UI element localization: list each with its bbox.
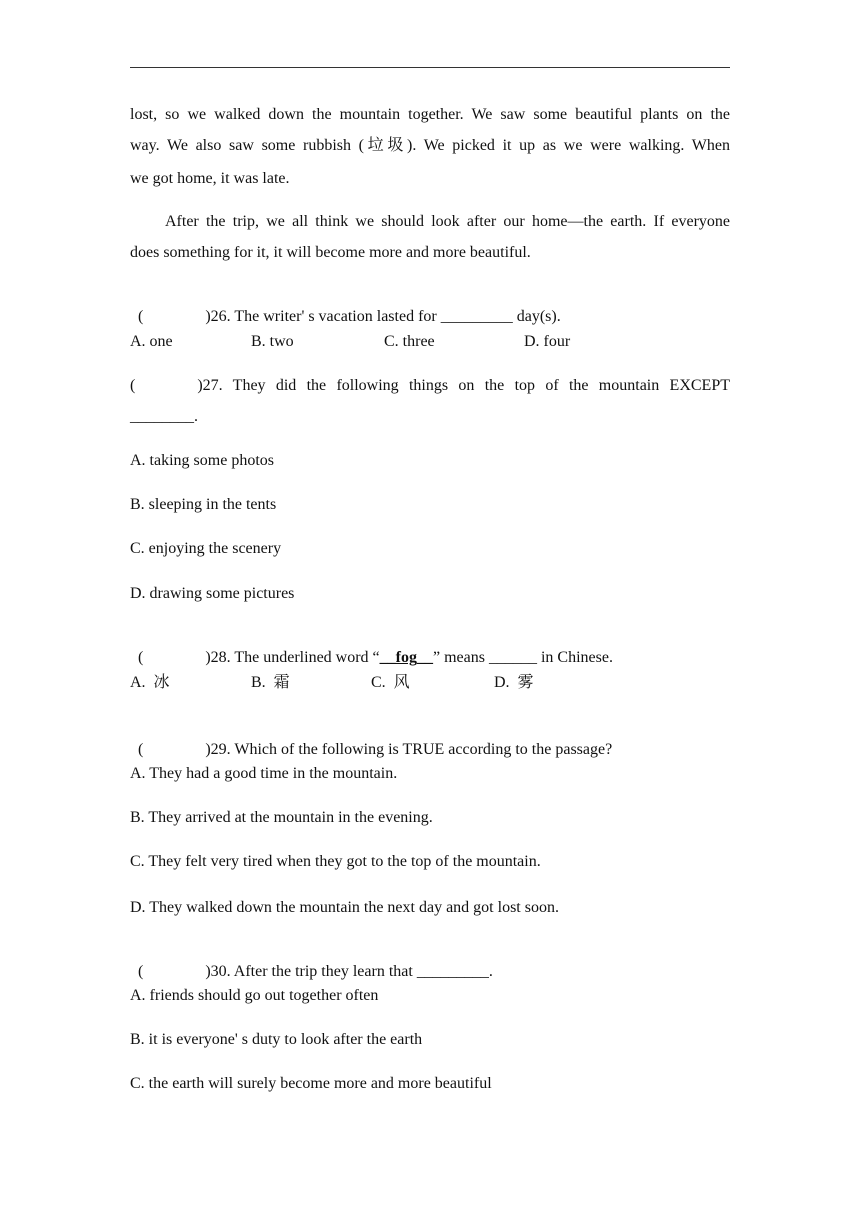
option-a: A. taking some photos — [130, 452, 274, 469]
passage-line: lost, so we walked down the mountain together. We saw some beautiful plants on the — [130, 106, 730, 123]
question-29 — [130, 720, 612, 760]
passage-line: way. We also saw some rubbish (垃圾). We picked it up as we were walking. When — [130, 137, 730, 154]
passage-line: After the trip, we all think we should look after our home—the earth. If everyone — [165, 213, 730, 230]
question-stem: )29. Which of the following is TRUE according to the passage? — [205, 741, 613, 758]
option-a: A. one — [130, 333, 173, 350]
option-c: C. three — [384, 333, 435, 350]
answer-paren: ( — [138, 308, 144, 325]
option-d: D. 雾 — [494, 674, 534, 691]
option-c: C. 风 — [371, 674, 410, 691]
option-c: C. the earth will surely become more and more beautiful — [130, 1075, 492, 1092]
question-27 — [130, 376, 730, 396]
option-a: A. 冰 — [130, 674, 170, 691]
option-a: A. They had a good time in the mountain. — [130, 765, 398, 782]
option-b: B. it is everyone' s duty to look after the earth — [130, 1031, 423, 1048]
question-stem-cont: ________. — [130, 408, 198, 425]
option-c: C. They felt very tired when they got to the top of the mountain. — [130, 853, 541, 870]
option-b: B. They arrived at the mountain in the evening. — [130, 809, 433, 826]
option-b: B. 霜 — [251, 674, 290, 691]
passage-line: we got home, it was late. — [130, 170, 290, 187]
passage-line: does something for it, it will become more and more beautiful. — [130, 244, 531, 261]
question-stem: )27. They did the following things on the top of the mountain EXCEPT — [197, 377, 730, 394]
option-a: A. friends should go out together often — [130, 987, 379, 1004]
option-b: B. two — [251, 333, 294, 350]
answer-paren: ( — [130, 377, 136, 394]
question-stem: )28. The underlined word “ — [205, 649, 380, 666]
option-c: C. enjoying the scenery — [130, 540, 282, 557]
question-26 — [130, 287, 561, 327]
question-stem: )30. After the trip they learn that _________. — [205, 963, 493, 980]
question-stem: ” means ______ in Chinese. — [432, 649, 613, 666]
question-30 — [130, 942, 493, 982]
header-rule — [130, 67, 730, 68]
option-d: D. They walked down the mountain the next day and got lost soon. — [130, 899, 559, 916]
question-28 — [130, 628, 613, 668]
option-d: D. four — [524, 333, 571, 350]
answer-paren: ( — [138, 741, 144, 758]
option-d: D. drawing some pictures — [130, 585, 295, 602]
option-b: B. sleeping in the tents — [130, 496, 277, 513]
underlined-word: __fog__ — [379, 649, 433, 666]
answer-paren: ( — [138, 963, 144, 980]
question-stem: )26. The writer' s vacation lasted for _________ day(s). — [205, 308, 561, 325]
answer-paren: ( — [138, 649, 144, 666]
